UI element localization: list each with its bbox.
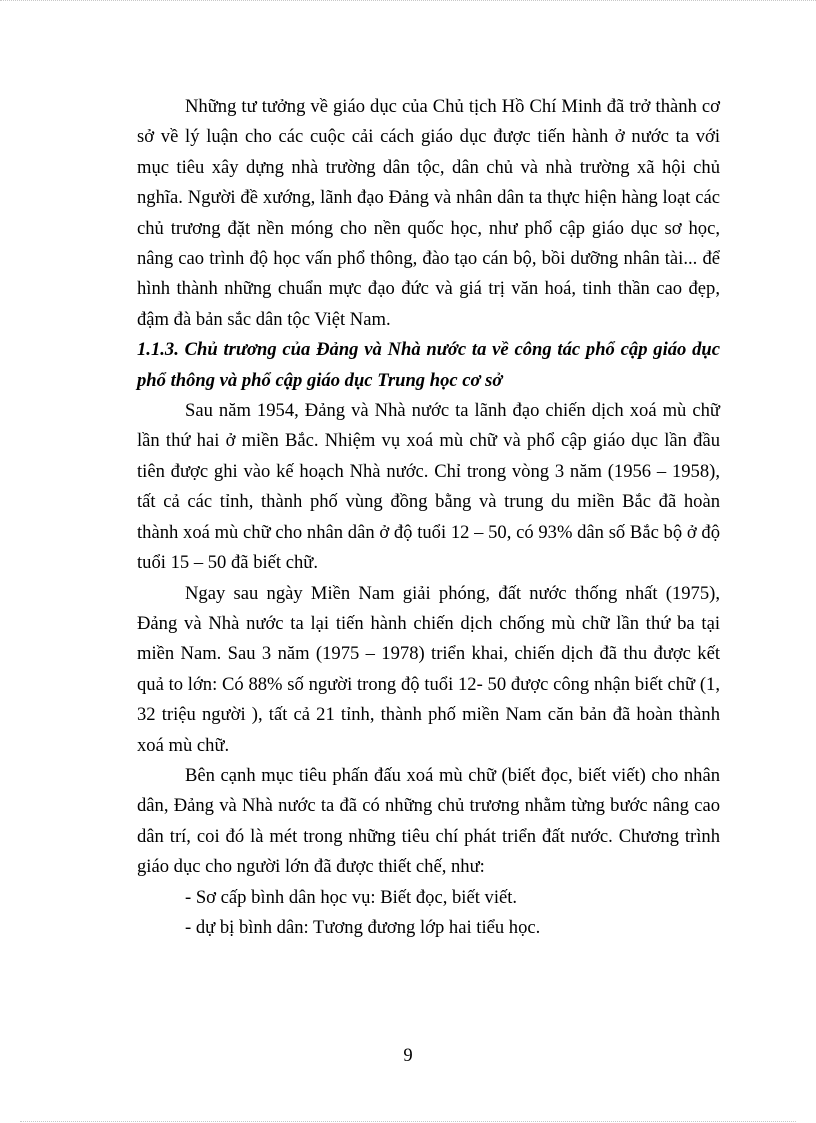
paragraph-literacy-south: Ngay sau ngày Miền Nam giải phóng, đất nước thống nhất (1975), Đảng và Nhà nước ta lại tiến hành chiến dịch chống mù chữ lần thứ ba tại miền Nam. Sau 3 năm (1975 – 1978) triển khai, chiến dịch đã thu được kết quả to lớn: Có 88% số người trong độ tuổi 12- 50 được công nhận biết chữ (1, 32 triệu người ), tất cả 21 tỉnh, thành phố miền Nam căn bản đã hoàn thành xoá mù chữ. [137,582,720,756]
paragraph-adult-education: Bên cạnh mục tiêu phấn đấu xoá mù chữ (biết đọc, biết viết) cho nhân dân, Đảng và Nhà nước ta đã có những chủ trương nhằm từng bước nâng cao dân trí, coi đó là mét trong những tiêu chí phát triển đất nước. Chương trình giáo dục cho người lớn đã được thiết chế, như: [137,764,720,878]
top-dotted-border [0,0,816,1]
page-number: 9 [403,1045,413,1066]
section-heading: 1.1.3. Chủ trương của Đảng và Nhà nước ta về công tác phổ cập giáo dục phổ thông và phổ cập giáo dục Trung học cơ sở [137,339,720,391]
bottom-dotted-border [20,1121,796,1122]
paragraph-intro: Những tư tưởng về giáo dục của Chủ tịch Hồ Chí Minh đã trở thành cơ sở về lý luận cho các cuộc cải cách giáo dục được tiến hành ở nước ta với mục tiêu xây dựng nhà trường dân tộc, dân chủ và nhà trường xã hội chủ nghĩa. Người đề xướng, lãnh đạo Đảng và nhân dân ta thực hiện hàng loạt các chủ trương đặt nền móng cho nền quốc học, như phổ cập giáo dục sơ học, nâng cao trình độ học vấn phổ thông, đào tạo cán bộ, bồi dưỡng nhân tài... để hình thành những chuẩn mực đạo đức và giá trị văn hoá, tinh thần cao đẹp, đậm đà bản sắc dân tộc Việt Nam. [137,96,720,330]
paragraph-literacy-north: Sau năm 1954, Đảng và Nhà nước ta lãnh đạo chiến dịch xoá mù chữ lần thứ hai ở miền Bắc. Nhiệm vụ xoá mù chữ và phổ cập giáo dục lần đầu tiên được ghi vào kế hoạch Nhà nước. Chỉ trong vòng 3 năm (1956 – 1958), tất cả các tỉnh, thành phố vùng đồng bằng và trung du miền Bắc đã hoàn thành xoá mù chữ cho nhân dân ở độ tuổi 12 – 50, có 93% dân số Bắc bộ ở độ tuổi 15 – 50 đã biết chữ. [137,400,720,574]
list-item: - Sơ cấp bình dân học vụ: Biết đọc, biết viết. [185,886,518,908]
page-body [137,92,720,943]
list-item: - dự bị bình dân: Tương đương lớp hai tiểu học. [185,916,541,938]
